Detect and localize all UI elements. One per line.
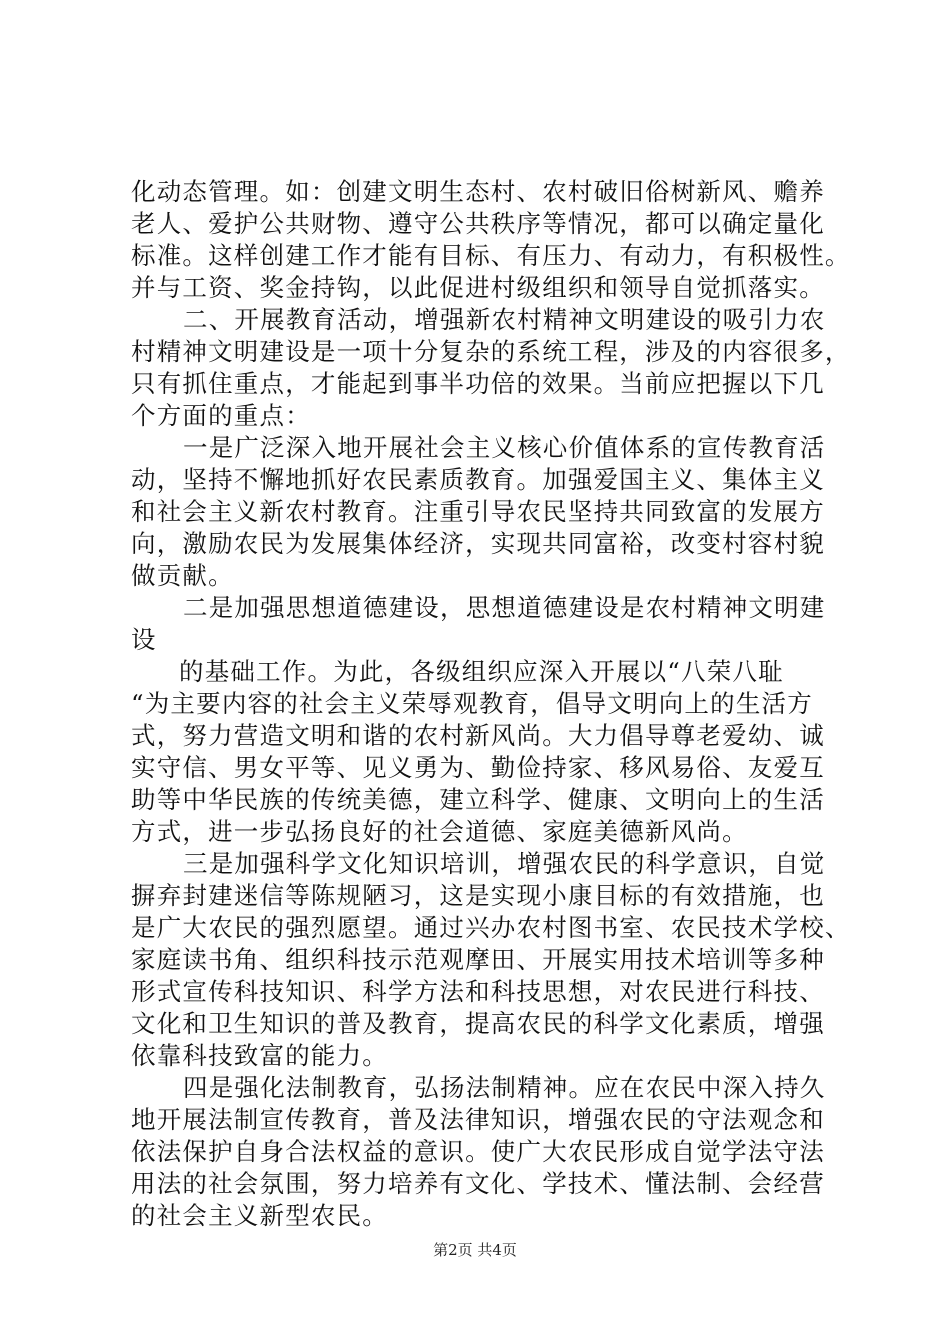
text-line: 依靠科技致富的能力。 bbox=[131, 1041, 388, 1070]
text-line: 依法保护自身合法权益的意识。使广大农民形成自觉学法守法 bbox=[131, 1137, 825, 1166]
text-line: 家庭读书角、组织科技示范观摩田、开展实用技术培训等多种 bbox=[131, 945, 825, 974]
text-line: 三是加强科学文化知识培训，增强农民的科学意识，自觉 bbox=[183, 849, 826, 878]
text-line: 助等中华民族的传统美德，建立科学、健康、文明向上的生活 bbox=[131, 785, 825, 814]
text-line: 并与工资、奖金持钩，以此促进村级组织和领导自觉抓落实。 bbox=[131, 273, 825, 302]
text-line: 文化和卫生知识的普及教育，提高农民的科学文化素质，增强 bbox=[131, 1009, 825, 1038]
text-line: 标准。这样创建工作才能有目标、有压力、有动力，有积极性。 bbox=[131, 241, 851, 270]
text-line: 只有抓住重点，才能起到事半功倍的效果。当前应把握以下几 bbox=[131, 369, 825, 398]
text-line: 动，坚持不懈地抓好农民素质教育。加强爱国主义、集体主义 bbox=[131, 465, 825, 494]
text-line: 个方面的重点： bbox=[131, 401, 311, 430]
text-line: 和社会主义新农村教育。注重引导农民坚持共同致富的发展方 bbox=[131, 497, 825, 526]
text-line: 向，激励农民为发展集体经济，实现共同富裕，改变村容村貌 bbox=[131, 529, 825, 558]
text-line: 做贡献。 bbox=[131, 561, 234, 590]
text-line: 摒弃封建迷信等陈规陋习，这是实现小康目标的有效措施，也 bbox=[131, 881, 825, 910]
text-line: 四是强化法制教育，弘扬法制精神。应在农民中深入持久 bbox=[183, 1073, 826, 1102]
text-line: 是广大农民的强烈愿望。通过兴办农村图书室、农民技术学校、 bbox=[131, 913, 851, 942]
text-line: 的社会主义新型农民。 bbox=[131, 1201, 388, 1230]
text-line: 形式宣传科技知识、科学方法和科技思想，对农民进行科技、 bbox=[131, 977, 825, 1006]
page-footer: 第2页 共4页 bbox=[433, 1241, 517, 1259]
text-line: “为主要内容的社会主义荣辱观教育，倡导文明向上的生活方 bbox=[131, 689, 813, 718]
text-line: 用法的社会氛围，努力培养有文化、学技术、懂法制、会经营 bbox=[131, 1169, 825, 1198]
text-line: 二、开展教育活动，增强新农村精神文明建设的吸引力农 bbox=[183, 305, 826, 334]
text-line: 式，努力营造文明和谐的农村新风尚。大力倡导尊老爱幼、诚 bbox=[131, 721, 825, 750]
text-line: 实守信、男女平等、见义勇为、勤俭持家、移风易俗、友爱互 bbox=[131, 753, 825, 782]
text-line: 一是广泛深入地开展社会主义核心价值体系的宣传教育活 bbox=[183, 433, 826, 462]
text-line: 村精神文明建设是一项十分复杂的系统工程，涉及的内容很多， bbox=[131, 337, 851, 366]
text-line: 二是加强思想道德建设，思想道德建设是农村精神文明建 bbox=[183, 593, 826, 622]
text-line: 化动态管理。如：创建文明生态村、农村破旧俗树新风、赡养 bbox=[131, 177, 825, 206]
text-line: 方式，进一步弘扬良好的社会道德、家庭美德新风尚。 bbox=[131, 817, 748, 846]
document-body bbox=[131, 176, 851, 1232]
text-line: 老人、爱护公共财物、遵守公共秩序等情况，都可以确定量化 bbox=[131, 209, 825, 238]
text-line: 设 bbox=[131, 625, 157, 654]
text-line: 的基础工作。为此，各级组织应深入开展以“八荣八耻 bbox=[179, 657, 784, 686]
text-line: 地开展法制宣传教育，普及法律知识，增强农民的守法观念和 bbox=[131, 1105, 825, 1134]
